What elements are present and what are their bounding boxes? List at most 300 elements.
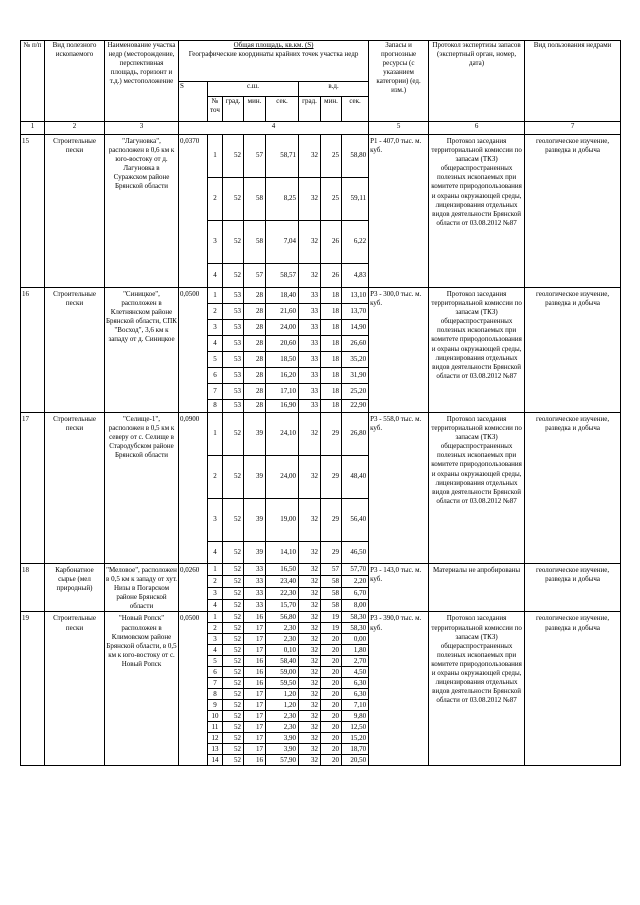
site-name: "Синицкое", расположен в Клетнянском районе Брянской области, СПК "Восход", 3,6 км к западу от д. Синицкое	[105, 288, 179, 413]
header-protocol: Протокол экспертизы запасов (экспертный орган, номер, дата)	[429, 41, 525, 122]
coordinate-cell: 26	[321, 221, 342, 264]
coordinate-cell: 18	[321, 320, 342, 336]
coordinate-cell: 17	[244, 645, 266, 656]
point-number: 2	[208, 178, 223, 221]
coordinate-cell: 53	[223, 352, 244, 368]
coordinate-cell: 52	[223, 645, 244, 656]
coordinate-cell: 32	[299, 542, 321, 564]
reserves-value: Р3 - 300,0 тыс. м. куб.	[369, 288, 429, 413]
coordinate-cell: 18	[321, 352, 342, 368]
coordinate-cell: 57,90	[266, 755, 299, 766]
coordinate-cell: 33	[244, 576, 266, 588]
coordinate-cell: 58	[321, 576, 342, 588]
coordinate-cell: 13,10	[342, 288, 369, 304]
coordinate-cell: 24,00	[266, 456, 299, 499]
record-no: 19	[21, 612, 45, 766]
coordinate-cell: 29	[321, 499, 342, 542]
colnum: 7	[525, 122, 621, 135]
coordinate-cell: 17	[244, 623, 266, 634]
table-row	[21, 135, 621, 178]
coordinate-cell: 28	[244, 384, 266, 400]
coordinate-cell: 31,90	[342, 368, 369, 384]
coordinate-cell: 33	[299, 304, 321, 320]
coordinate-cell: 17	[244, 744, 266, 755]
coordinate-cell: 32	[299, 667, 321, 678]
point-number: 1	[208, 612, 223, 623]
coordinate-cell: 16,90	[266, 400, 299, 413]
coordinate-cell: 18	[321, 336, 342, 352]
coordinate-cell: 33	[244, 588, 266, 600]
coordinate-cell: 52	[223, 612, 244, 623]
mineral-type: Строительные пески	[45, 413, 105, 564]
header-s: S	[179, 82, 208, 122]
coordinate-cell: 52	[223, 744, 244, 755]
coordinate-cell: 17	[244, 711, 266, 722]
coordinate-cell: 57	[321, 564, 342, 576]
coordinate-cell: 20	[321, 667, 342, 678]
coordinate-cell: 3,90	[266, 733, 299, 744]
coordinate-cell: 20	[321, 656, 342, 667]
coordinate-cell: 1,20	[266, 700, 299, 711]
coordinate-cell: 39	[244, 413, 266, 456]
coordinate-cell: 58	[244, 221, 266, 264]
protocol-text: Протокол заседания территориальной комиссии по запасам (ТКЗ) общераспространенных полезных ископаемых при комитете природопользования и охраны окружающей среды, лицензирования отдельных видов деятельности Брянской области от 03.08.2012 №87	[429, 135, 525, 288]
coordinate-cell: 33	[299, 320, 321, 336]
header-lat-deg: град.	[223, 97, 244, 122]
reserves-value: Р3 - 558,0 тыс. м. куб.	[369, 413, 429, 564]
coordinate-cell: 39	[244, 499, 266, 542]
coordinate-cell: 52	[223, 600, 244, 612]
coordinate-cell: 19	[321, 623, 342, 634]
point-number: 7	[208, 678, 223, 689]
coordinate-cell: 16,20	[266, 368, 299, 384]
coordinate-cell: 53	[223, 384, 244, 400]
coordinate-cell: 20	[321, 744, 342, 755]
coordinate-cell: 28	[244, 304, 266, 320]
header-lon: в.д.	[299, 82, 369, 97]
coordinate-cell: 53	[223, 320, 244, 336]
coordinate-cell: 53	[223, 336, 244, 352]
coordinate-cell: 46,50	[342, 542, 369, 564]
coordinate-cell: 4,50	[342, 667, 369, 678]
coordinate-cell: 29	[321, 413, 342, 456]
coordinate-cell: 32	[299, 755, 321, 766]
coordinate-cell: 32	[299, 576, 321, 588]
coordinate-cell: 20	[321, 645, 342, 656]
coordinate-cell: 20	[321, 689, 342, 700]
point-number: 1	[208, 288, 223, 304]
coordinate-cell: 2,30	[266, 634, 299, 645]
coordinate-cell: 2,20	[342, 576, 369, 588]
reserves-value: Р3 - 390,0 тыс. м. куб.	[369, 612, 429, 766]
colnum: 3	[105, 122, 179, 135]
coordinate-cell: 20	[321, 678, 342, 689]
coordinate-cell: 52	[223, 656, 244, 667]
coordinate-cell: 29	[321, 456, 342, 499]
coordinate-cell: 33	[244, 564, 266, 576]
coordinate-cell: 17	[244, 722, 266, 733]
coordinate-cell: 39	[244, 456, 266, 499]
licensing-table	[20, 40, 621, 766]
point-number: 3	[208, 221, 223, 264]
coordinate-cell: 16	[244, 667, 266, 678]
coordinate-cell: 32	[299, 678, 321, 689]
coordinate-cell: 18	[321, 304, 342, 320]
coordinate-cell: 18,50	[266, 352, 299, 368]
point-number: 2	[208, 304, 223, 320]
point-number: 13	[208, 744, 223, 755]
coordinate-cell: 33	[299, 368, 321, 384]
area-value: 0,0500	[179, 612, 208, 766]
coordinate-cell: 17	[244, 700, 266, 711]
coordinate-cell: 28	[244, 368, 266, 384]
coordinate-cell: 0,10	[266, 645, 299, 656]
coordinate-cell: 33	[299, 400, 321, 413]
area-value: 0,0370	[179, 135, 208, 288]
coordinate-cell: 59,11	[342, 178, 369, 221]
point-number: 5	[208, 656, 223, 667]
coordinate-cell: 17	[244, 634, 266, 645]
protocol-text: Протокол заседания территориальной комиссии по запасам (ТКЗ) общераспространенных полезных ископаемых при комитете природопользования и охраны окружающей среды, лицензирования отдельных видов деятельности Брянской области от 03.08.2012 №87	[429, 288, 525, 413]
coordinate-cell: 1,80	[342, 645, 369, 656]
coordinate-cell: 57,70	[342, 564, 369, 576]
coordinate-cell: 0,00	[342, 634, 369, 645]
site-name: "Новый Ропск" расположен в Климовском районе Брянской области, в 0,5 км к юго-востоку от с. Новый Ропск	[105, 612, 179, 766]
point-number: 6	[208, 368, 223, 384]
coordinate-cell: 52	[223, 755, 244, 766]
site-name: "Лагуновка", расположен в 0,6 км к юго-востоку от д. Лагуновка в Суражском районе Брянской области	[105, 135, 179, 288]
site-name: "Меловое", расположен в 0,5 км к западу от хут. Низы в Погарском районе Брянской области	[105, 564, 179, 612]
point-number: 4	[208, 336, 223, 352]
point-number: 3	[208, 588, 223, 600]
coordinate-cell: 32	[299, 689, 321, 700]
coordinate-cell: 53	[223, 400, 244, 413]
coordinate-cell: 56,80	[266, 612, 299, 623]
coordinate-cell: 18	[321, 288, 342, 304]
coordinate-cell: 20	[321, 722, 342, 733]
coordinate-cell: 58,57	[266, 264, 299, 288]
document	[20, 40, 620, 766]
coordinate-cell: 20	[321, 755, 342, 766]
coordinate-cell: 14,10	[266, 542, 299, 564]
coordinate-cell: 24,00	[266, 320, 299, 336]
coordinate-cell: 52	[223, 456, 244, 499]
coordinate-cell: 9,80	[342, 711, 369, 722]
coordinate-cell: 33	[299, 288, 321, 304]
point-number: 10	[208, 711, 223, 722]
coordinate-cell: 17	[244, 689, 266, 700]
coordinate-cell: 53	[223, 304, 244, 320]
coordinate-cell: 58	[321, 588, 342, 600]
area-value: 0,0500	[179, 288, 208, 413]
coordinate-cell: 32	[299, 744, 321, 755]
coordinate-cell: 26,60	[342, 336, 369, 352]
point-number: 8	[208, 400, 223, 413]
record-no: 15	[21, 135, 45, 288]
coordinate-cell: 52	[223, 264, 244, 288]
coordinate-cell: 6,30	[342, 678, 369, 689]
coordinate-cell: 52	[223, 722, 244, 733]
record-no: 17	[21, 413, 45, 564]
coordinate-cell: 52	[223, 588, 244, 600]
coordinate-cell: 33	[299, 352, 321, 368]
coordinate-cell: 26,80	[342, 413, 369, 456]
table-row	[21, 564, 621, 576]
coordinate-cell: 58,80	[342, 135, 369, 178]
coordinate-cell: 52	[223, 576, 244, 588]
coordinate-cell: 52	[223, 542, 244, 564]
coordinate-cell: 22,90	[342, 400, 369, 413]
coordinate-cell: 20	[321, 634, 342, 645]
coordinate-cell: 18,40	[266, 288, 299, 304]
coordinate-cell: 52	[223, 678, 244, 689]
coordinate-cell: 58,71	[266, 135, 299, 178]
coordinate-cell: 24,10	[266, 413, 299, 456]
protocol-text: Протокол заседания территориальной комиссии по запасам (ТКЗ) общераспространенных полезных ископаемых при комитете природопользования и охраны окружающей среды, лицензирования отдельных видов деятельности Брянской области от 03.08.2012 №87	[429, 612, 525, 766]
coordinate-cell: 32	[299, 733, 321, 744]
coordinate-cell: 28	[244, 336, 266, 352]
usage-type: геологическое изучение, разведка и добыча	[525, 288, 621, 413]
coordinate-cell: 20	[321, 711, 342, 722]
coordinate-cell: 52	[223, 499, 244, 542]
coordinate-cell: 15,20	[342, 733, 369, 744]
coordinate-cell: 52	[223, 178, 244, 221]
table-row	[21, 612, 621, 623]
coordinate-cell: 2,30	[266, 711, 299, 722]
header-row	[21, 41, 621, 82]
coordinate-cell: 16	[244, 612, 266, 623]
coordinate-cell: 57	[244, 135, 266, 178]
coordinate-cell: 16	[244, 656, 266, 667]
colnum: 1	[21, 122, 45, 135]
coordinate-cell: 52	[223, 135, 244, 178]
coordinate-cell: 32	[299, 413, 321, 456]
usage-type: геологическое изучение, разведка и добыча	[525, 413, 621, 564]
header-lon-deg: град.	[299, 97, 321, 122]
header-lat: с.ш.	[208, 82, 299, 97]
point-number: 2	[208, 623, 223, 634]
coordinate-cell: 15,70	[266, 600, 299, 612]
coordinate-cell: 52	[223, 564, 244, 576]
colnum: 2	[45, 122, 105, 135]
coordinate-cell: 28	[244, 320, 266, 336]
point-number: 4	[208, 645, 223, 656]
point-number: 1	[208, 413, 223, 456]
coordinate-cell: 33	[299, 336, 321, 352]
point-number: 3	[208, 634, 223, 645]
coordinate-cell: 52	[223, 221, 244, 264]
header-mineral: Вид полезного ископаемого	[45, 41, 105, 122]
coordinate-cell: 25	[321, 135, 342, 178]
header-lon-min: мин.	[321, 97, 342, 122]
coordinate-cell: 52	[223, 689, 244, 700]
coordinate-cell: 20	[321, 733, 342, 744]
mineral-type: Карбонатное сырье (мел природный)	[45, 564, 105, 612]
coordinate-cell: 52	[223, 733, 244, 744]
coordinate-cell: 32	[299, 499, 321, 542]
coordinate-cell: 25,20	[342, 384, 369, 400]
point-number: 3	[208, 320, 223, 336]
header-no: № п/п	[21, 41, 45, 122]
colnum: 6	[429, 122, 525, 135]
table-row	[21, 288, 621, 304]
colnum: 5	[369, 122, 429, 135]
header-area-title: Общая площадь, кв.км. (S)	[233, 41, 314, 49]
coordinate-cell: 56,40	[342, 499, 369, 542]
coordinate-cell: 2,30	[266, 623, 299, 634]
mineral-type: Строительные пески	[45, 288, 105, 413]
point-number: 11	[208, 722, 223, 733]
record-no: 18	[21, 564, 45, 612]
coordinate-cell: 58,40	[266, 656, 299, 667]
coordinate-cell: 32	[299, 722, 321, 733]
coordinate-cell: 52	[223, 413, 244, 456]
coordinate-cell: 17	[244, 733, 266, 744]
coordinate-cell: 48,40	[342, 456, 369, 499]
mineral-type: Строительные пески	[45, 135, 105, 288]
coordinate-cell: 25	[321, 178, 342, 221]
coordinate-cell: 16	[244, 755, 266, 766]
usage-type: геологическое изучение, разведка и добыча	[525, 612, 621, 766]
coordinate-cell: 17,10	[266, 384, 299, 400]
coordinate-cell: 52	[223, 623, 244, 634]
coordinate-cell: 4,83	[342, 264, 369, 288]
coordinate-cell: 16,50	[266, 564, 299, 576]
header-lon-sec: сек.	[342, 97, 369, 122]
coordinate-cell: 32	[299, 612, 321, 623]
coordinate-cell: 22,30	[266, 588, 299, 600]
coordinate-cell: 3,90	[266, 744, 299, 755]
coordinate-cell: 28	[244, 400, 266, 413]
protocol-text: Материалы не апробированы	[429, 564, 525, 612]
site-name: "Селище-1", расположен в 0,5 км к северу от с. Селище в Стародубском районе Брянской области	[105, 413, 179, 564]
coordinate-cell: 16	[244, 678, 266, 689]
header-point-no: № точ	[208, 97, 223, 122]
coordinate-cell: 13,70	[342, 304, 369, 320]
coordinate-cell: 33	[299, 384, 321, 400]
point-number: 2	[208, 456, 223, 499]
coordinate-cell: 32	[299, 623, 321, 634]
point-number: 4	[208, 264, 223, 288]
header-lat-min: мин.	[244, 97, 266, 122]
point-number: 1	[208, 135, 223, 178]
point-number: 4	[208, 600, 223, 612]
coordinate-cell: 58,30	[342, 612, 369, 623]
usage-type: геологическое изучение, разведка и добыча	[525, 564, 621, 612]
coordinate-cell: 8,25	[266, 178, 299, 221]
coordinate-cell: 28	[244, 352, 266, 368]
point-number: 14	[208, 755, 223, 766]
coordinate-cell: 20	[321, 700, 342, 711]
coordinate-cell: 32	[299, 564, 321, 576]
coordinate-cell: 32	[299, 221, 321, 264]
area-value: 0,0900	[179, 413, 208, 564]
point-number: 3	[208, 499, 223, 542]
record-no: 16	[21, 288, 45, 413]
coordinate-cell: 32	[299, 264, 321, 288]
coordinate-cell: 32	[299, 656, 321, 667]
coordinate-cell: 57	[244, 264, 266, 288]
coordinate-cell: 32	[299, 588, 321, 600]
header-reserves: Запасы и прогнозные ресурсы (с указанием категории) (ед. изм.)	[369, 41, 429, 122]
coordinate-cell: 2,30	[266, 722, 299, 733]
point-number: 7	[208, 384, 223, 400]
coordinate-cell: 2,70	[342, 656, 369, 667]
coordinate-cell: 33	[244, 600, 266, 612]
coordinate-cell: 52	[223, 634, 244, 645]
area-value: 0,0260	[179, 564, 208, 612]
header-coords-title: Географические координаты крайних точек участка недр	[188, 50, 359, 59]
coordinate-cell: 58,30	[342, 623, 369, 634]
reserves-value: Р1 - 407,0 тыс. м. куб.	[369, 135, 429, 288]
coordinate-cell: 20,50	[342, 755, 369, 766]
coordinate-cell: 32	[299, 711, 321, 722]
coordinate-cell: 19,00	[266, 499, 299, 542]
coordinate-cell: 39	[244, 542, 266, 564]
coordinate-cell: 59,50	[266, 678, 299, 689]
point-number: 2	[208, 576, 223, 588]
coordinate-cell: 18,70	[342, 744, 369, 755]
coordinate-cell: 52	[223, 700, 244, 711]
header-area-coords	[179, 41, 369, 82]
coordinate-cell: 7,04	[266, 221, 299, 264]
coordinate-cell: 12,50	[342, 722, 369, 733]
header-usage: Вид пользования недрами	[525, 41, 621, 122]
coordinate-cell: 18	[321, 384, 342, 400]
point-number: 6	[208, 667, 223, 678]
coordinate-cell: 32	[299, 700, 321, 711]
coordinate-cell: 23,40	[266, 576, 299, 588]
coordinate-cell: 59,00	[266, 667, 299, 678]
coordinate-cell: 21,60	[266, 304, 299, 320]
header-name: Наименование участка недр (месторождение, перспективная площадь, горизонт и т.д.) местоположение	[105, 41, 179, 122]
coordinate-cell: 32	[299, 634, 321, 645]
point-number: 8	[208, 689, 223, 700]
coordinate-cell: 58	[244, 178, 266, 221]
coordinate-cell: 32	[299, 645, 321, 656]
coordinate-cell: 6,22	[342, 221, 369, 264]
coordinate-cell: 19	[321, 612, 342, 623]
coordinate-cell: 52	[223, 667, 244, 678]
point-number: 5	[208, 352, 223, 368]
coordinate-cell: 26	[321, 264, 342, 288]
coordinate-cell: 32	[299, 178, 321, 221]
colnum: 4	[179, 122, 369, 135]
coordinate-cell: 58	[321, 600, 342, 612]
coordinate-cell: 32	[299, 135, 321, 178]
reserves-value: Р3 - 143,0 тыс. м. куб.	[369, 564, 429, 612]
table-row	[21, 413, 621, 456]
mineral-type: Строительные пески	[45, 612, 105, 766]
coordinate-cell: 53	[223, 368, 244, 384]
coordinate-cell: 6,30	[342, 689, 369, 700]
coordinate-cell: 52	[223, 711, 244, 722]
point-number: 1	[208, 564, 223, 576]
header-lat-sec: сек.	[266, 97, 299, 122]
usage-type: геологическое изучение, разведка и добыча	[525, 135, 621, 288]
coordinate-cell: 14,90	[342, 320, 369, 336]
point-number: 12	[208, 733, 223, 744]
coordinate-cell: 18	[321, 400, 342, 413]
table-body	[21, 135, 621, 766]
column-number-row	[21, 122, 621, 135]
coordinate-cell: 32	[299, 456, 321, 499]
coordinate-cell: 20,60	[266, 336, 299, 352]
coordinate-cell: 28	[244, 288, 266, 304]
coordinate-cell: 18	[321, 368, 342, 384]
protocol-text: Протокол заседания территориальной комиссии по запасам (ТКЗ) общераспространенных полезных ископаемых при комитете природопользования и охраны окружающей среды, лицензирования отдельных видов деятельности Брянской области от 03.08.2012 №87	[429, 413, 525, 564]
coordinate-cell: 53	[223, 288, 244, 304]
